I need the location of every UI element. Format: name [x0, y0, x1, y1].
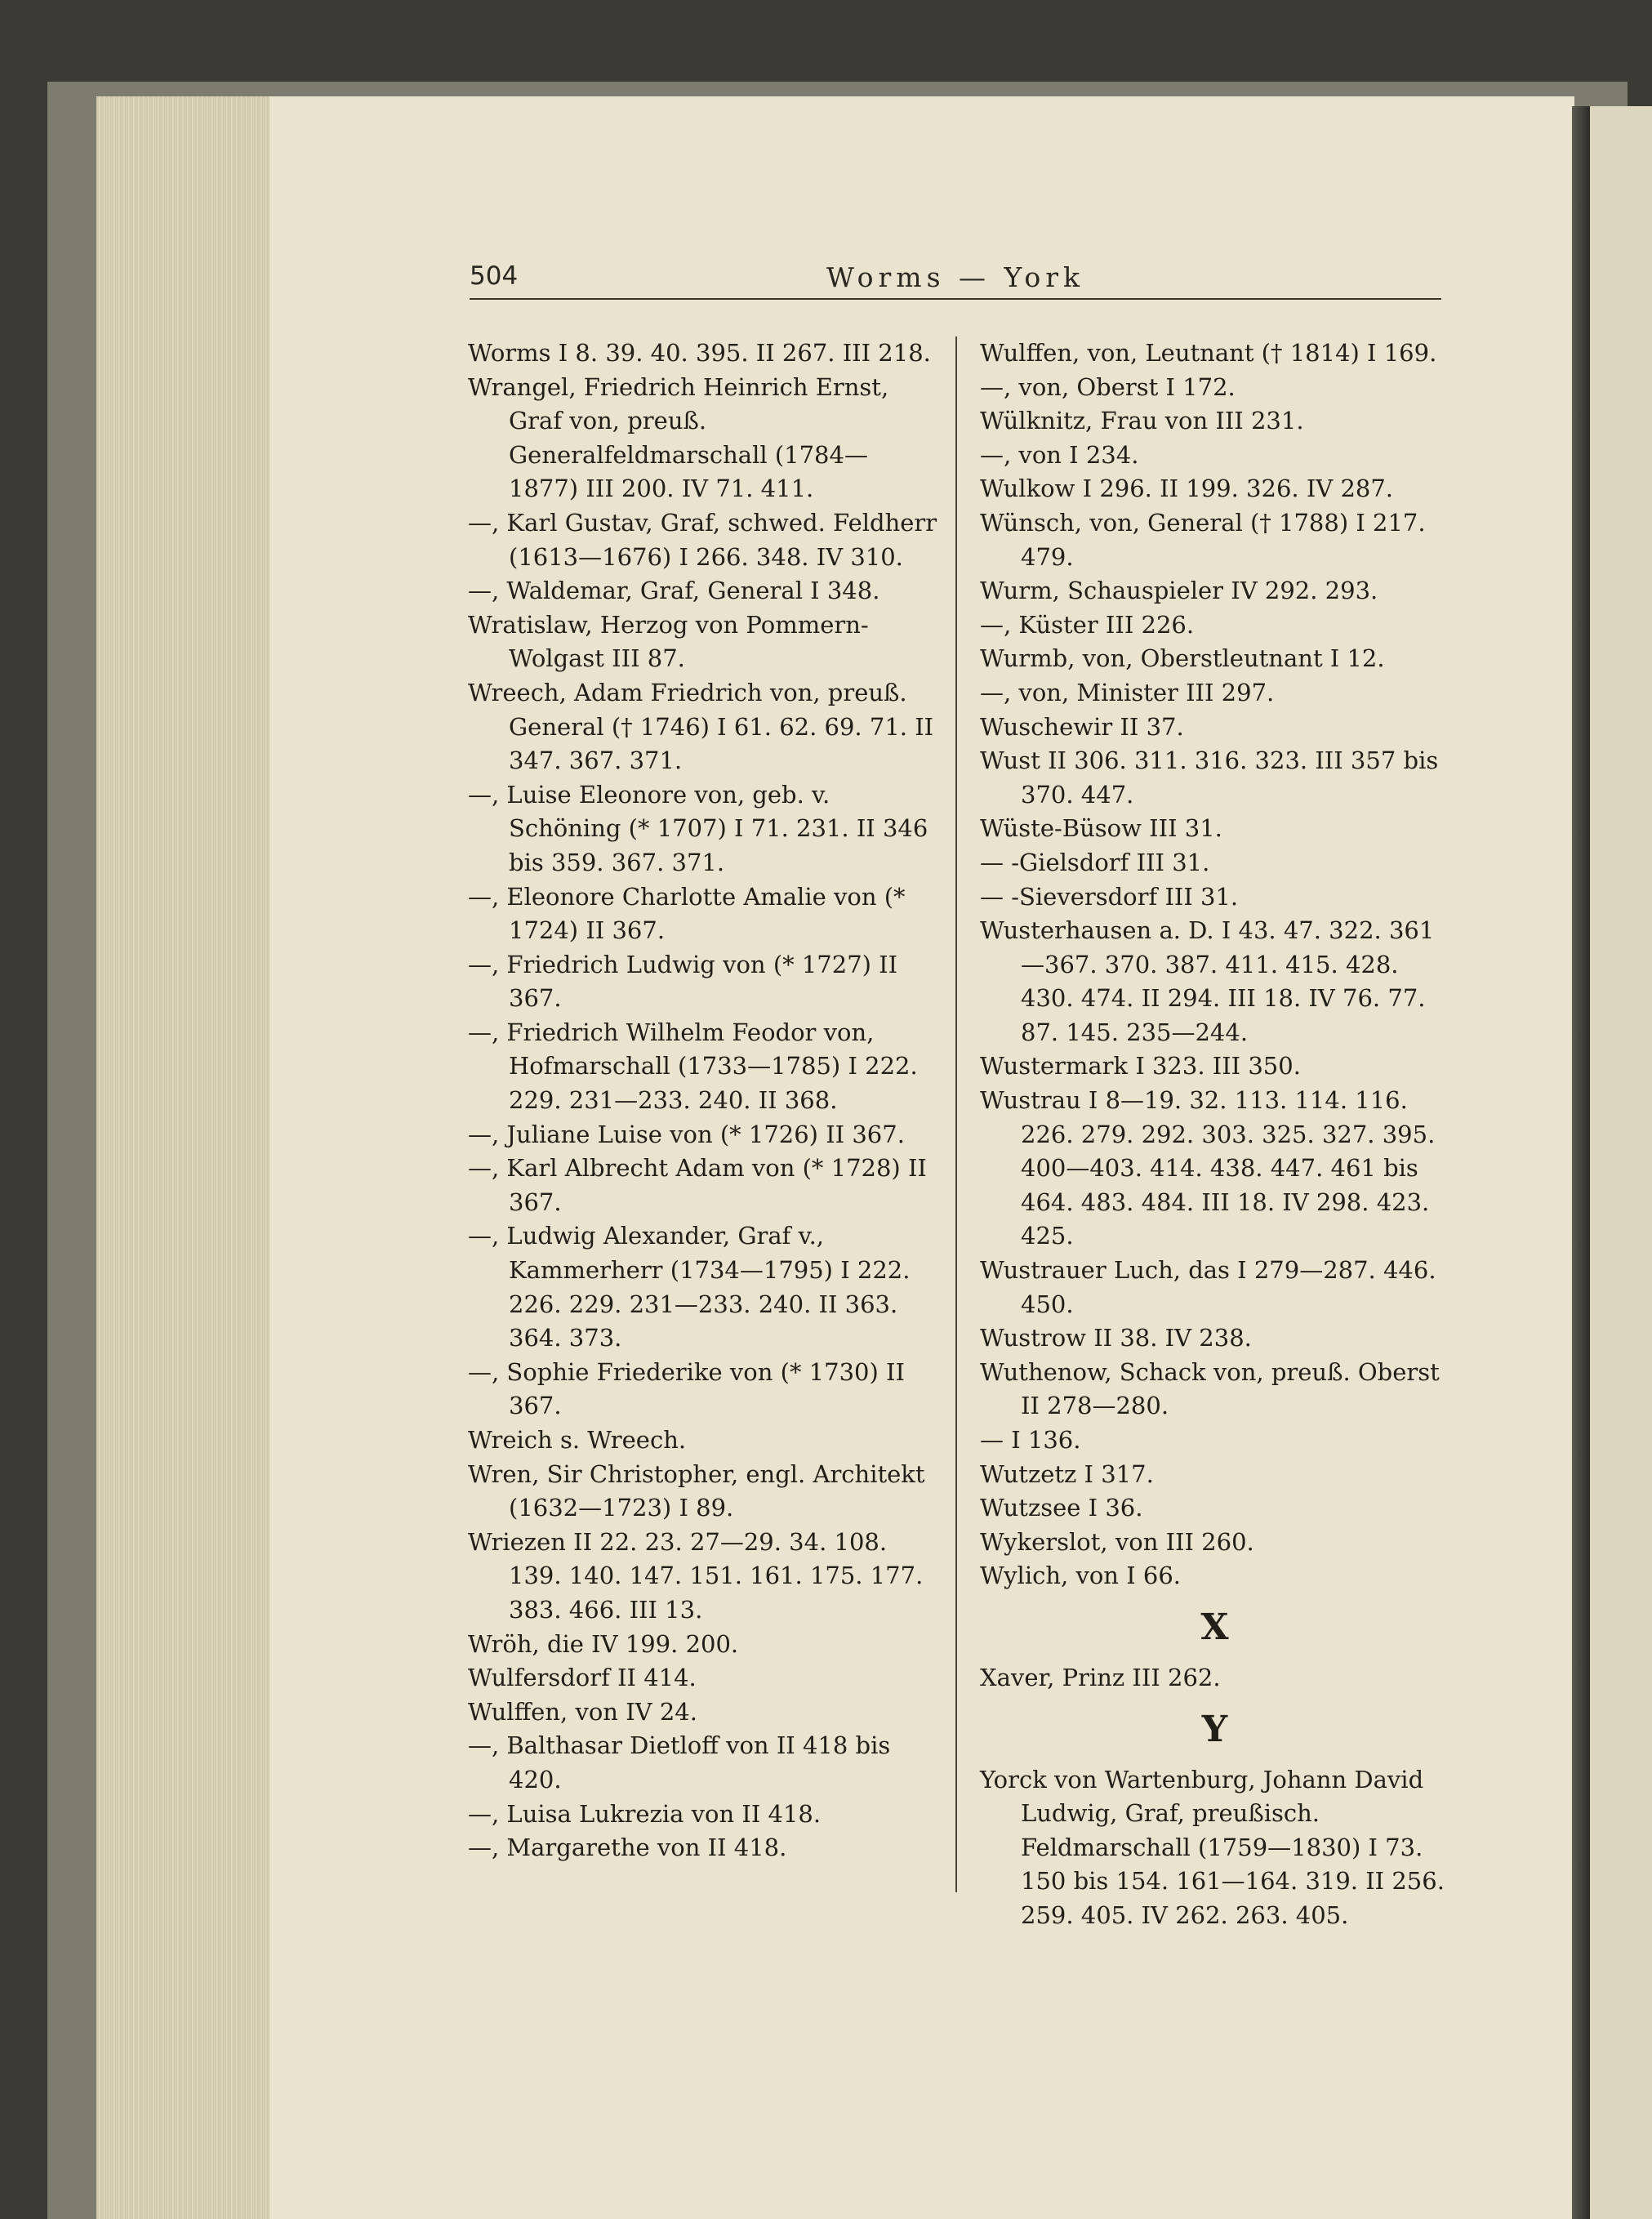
- index-entry: —, Küster III 226.: [980, 610, 1195, 639]
- index-entry: Wulkow I 296. II 199. 326. IV 287.: [980, 475, 1394, 503]
- index-entry: Wrangel, Friedrich Heinrich Ernst, Graf von, preuß. Generalfeldmarschall (1784—1877) III 200. IV 71. 411.: [468, 372, 889, 503]
- index-entry: Wülknitz, Frau von III 231.: [980, 407, 1304, 435]
- index-entry: —, Balthasar Dietloff von II 418 bis 420.: [468, 1731, 891, 1793]
- index-entry: Wurmb, von, Oberstleutnant I 12.: [980, 644, 1385, 673]
- index-entry: —, von, Oberst I 172.: [980, 372, 1236, 401]
- index-entry: —, von, Minister III 297.: [980, 678, 1275, 706]
- index-entry: —, Margarethe von II 418.: [468, 1834, 787, 1862]
- index-entry: Wustermark I 323. III 350.: [980, 1052, 1301, 1081]
- index-entry: — I 136.: [980, 1426, 1081, 1454]
- index-entry: Wulfersdorf II 414.: [468, 1664, 697, 1692]
- running-head: Worms — York: [826, 261, 1085, 293]
- index-entry: Wreich s. Wreech.: [468, 1426, 687, 1454]
- index-entry: Wustrow II 38. IV 238.: [980, 1324, 1252, 1352]
- index-entry: —, Luisa Lukrezia von II 418.: [468, 1799, 822, 1828]
- index-entry: — -Gielsdorf III 31.: [980, 848, 1210, 876]
- index-entry: Wulffen, von, Leutnant († 1814) I 169.: [980, 339, 1437, 367]
- index-entry: Wurm, Schauspieler IV 292. 293.: [980, 577, 1378, 605]
- index-entry: —, Luise Eleonore von, geb. v. Schöning (* 1707) I 71. 231. II 346 bis 359. 367. 371.: [468, 780, 928, 876]
- index-column-left: [468, 336, 937, 1865]
- index-entry: —, Friedrich Ludwig von (* 1727) II 367.: [468, 950, 898, 1013]
- index-entry: —, Karl Albrecht Adam von (* 1728) II 367.: [468, 1154, 927, 1216]
- header-rule: [470, 298, 1441, 300]
- facing-page-edge: [1590, 106, 1652, 2219]
- index-entry: Wreech, Adam Friedrich von, preuß. General († 1746) I 61. 62. 69. 71. II 347. 367. 371.: [468, 678, 934, 775]
- index-entry: —, Eleonore Charlotte Amalie von (* 1724) II 367.: [468, 882, 906, 945]
- index-entry: Wusterhausen a. D. I 43. 47. 322. 361—367. 370. 387. 411. 415. 428. 430. 474. II 294. III 18. IV 76. 77. 87. 145. 235—244.: [980, 916, 1435, 1046]
- index-entry: Wustrauer Luch, das I 279—287. 446. 450.: [980, 1256, 1436, 1318]
- index-entry: —, Juliane Luise von (* 1726) II 367.: [468, 1120, 905, 1148]
- index-entry: —, Friedrich Wilhelm Feodor von, Hofmarschall (1733—1785) I 222. 229. 231—233. 240. II 368.: [468, 1018, 918, 1115]
- index-entry: Wulffen, von IV 24.: [468, 1697, 697, 1726]
- index-entry: Wuthenow, Schack von, preuß. Oberst II 278—280.: [980, 1357, 1440, 1420]
- index-column-right: [980, 336, 1449, 1933]
- index-entry: Wünsch, von, General († 1788) I 217. 479.: [980, 508, 1426, 571]
- index-entry: Xaver, Prinz III 262.: [980, 1663, 1221, 1691]
- section-letter-x: X: [1200, 1606, 1229, 1648]
- book-gutter: [1572, 106, 1590, 2219]
- section-letter-y: Y: [1201, 1708, 1228, 1750]
- index-entry: —, Sophie Friederike von (* 1730) II 367.: [468, 1357, 905, 1420]
- index-entry: Wröh, die IV 199. 200.: [468, 1629, 739, 1658]
- index-entry: —, Karl Gustav, Graf, schwed. Feldherr (1613—1676) I 266. 348. IV 310.: [468, 508, 937, 571]
- index-entry: Worms I 8. 39. 40. 395. II 267. III 218.: [468, 339, 931, 367]
- index-entry: Wustrau I 8—19. 32. 113. 114. 116. 226. 279. 292. 303. 325. 327. 395. 400—403. 414. 438. 447. 461 bis 464. 483. 484. III 18. IV 298. 423. 425.: [980, 1086, 1436, 1250]
- index-entry: —, Ludwig Alexander, Graf v., Kammerherr (1734—1795) I 222. 226. 229. 231—233. 240. II 363. 364. 373.: [468, 1222, 911, 1352]
- index-entry: — -Sieversdorf III 31.: [980, 882, 1239, 911]
- index-entry: Wutzsee I 36.: [980, 1494, 1143, 1522]
- index-entry: Wykerslot, von III 260.: [980, 1527, 1254, 1556]
- index-entry: Wratislaw, Herzog von Pommern-Wolgast III 87.: [468, 610, 869, 673]
- index-entry: Yorck von Wartenburg, Johann David Ludwig, Graf, preußisch. Feldmarschall (1759—1830) I 73. 150 bis 154. 161—164. 319. II 256. 259. 405. IV 262. 263. 405.: [980, 1765, 1445, 1929]
- page-edges: [96, 96, 274, 2219]
- index-entry: Wriezen II 22. 23. 27—29. 34. 108. 139. 140. 147. 151. 161. 175. 177. 383. 466. III 13.: [468, 1527, 924, 1624]
- index-entry: Wüste-Büsow III 31.: [980, 814, 1222, 843]
- index-entry: Wuschewir II 37.: [980, 712, 1184, 741]
- column-divider: [955, 336, 957, 1892]
- page-number: 504: [470, 261, 519, 291]
- index-entry: Wutzetz I 317.: [980, 1459, 1154, 1488]
- index-entry: Wust II 306. 311. 316. 323. III 357 bis 370. 447.: [980, 746, 1439, 809]
- index-entry: —, von I 234.: [980, 440, 1139, 469]
- index-entry: Wren, Sir Christopher, engl. Architekt (1632—1723) I 89.: [468, 1459, 925, 1522]
- index-entry: —, Waldemar, Graf, General I 348.: [468, 577, 880, 605]
- page-header: [470, 261, 1441, 302]
- index-entry: Wylich, von I 66.: [980, 1562, 1181, 1590]
